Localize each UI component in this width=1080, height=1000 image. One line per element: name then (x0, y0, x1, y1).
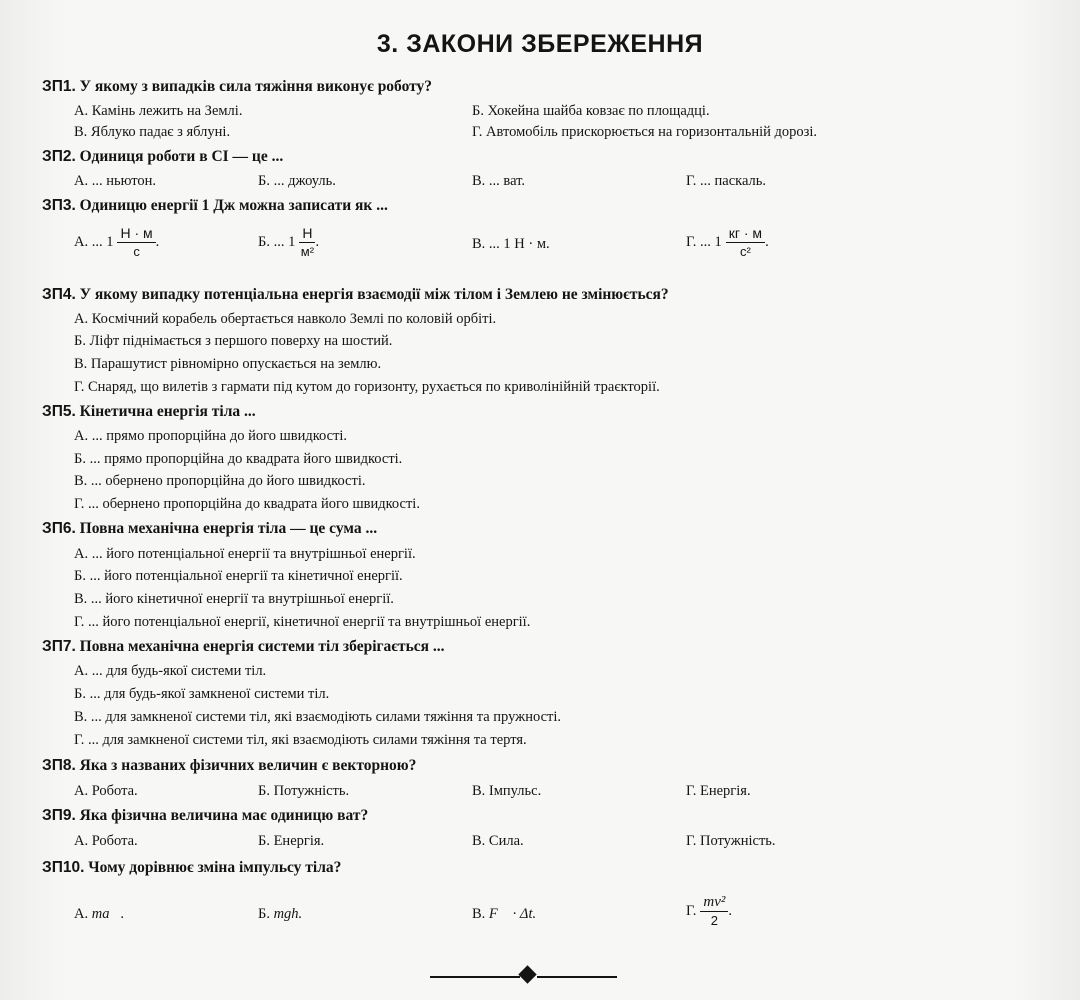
option-end: . (155, 233, 160, 250)
fraction-denominator: 2 (710, 913, 718, 928)
question-number: ЗП1. (42, 78, 76, 95)
q5-option-d: Г. ... обернено пропорційна до квадрата його швидкості. (74, 496, 420, 512)
q3-option-d (686, 224, 769, 261)
fraction (726, 224, 765, 261)
q2-option-d: Г. ... паскаль. (686, 173, 766, 189)
divider-diamond-icon (518, 965, 536, 983)
q3-option-c: В. ... 1 Н · м. (472, 236, 550, 252)
fraction-numerator: mv² (700, 893, 728, 912)
fraction (700, 893, 728, 930)
q5-option-c: В. ... обернено пропорційна до його швидкості. (74, 473, 366, 489)
question-number: ЗП6. (42, 520, 76, 537)
question-3 (42, 197, 388, 215)
q3-option-b (258, 224, 319, 261)
question-number: ЗП3. (42, 197, 76, 214)
q6-option-d: Г. ... його потенціальної енергії, кінетичної енергії та внутрішньої енергії. (74, 614, 531, 630)
divider-line-left (430, 976, 520, 978)
q7-option-d: Г. ... для замкненої системи тіл, які взаємодіють силами тяжіння та тертя. (74, 732, 527, 748)
q9-option-a: А. Робота. (74, 833, 138, 849)
question-text: Повна механічна енергія системи тіл зберігається ... (79, 638, 445, 655)
fraction-denominator: с² (739, 244, 751, 259)
question-number: ЗП10. (42, 859, 85, 876)
q8-option-a: А. Робота. (74, 783, 138, 799)
option-end: . (765, 233, 769, 250)
q10-option-b (258, 906, 302, 923)
q6-option-b: Б. ... його потенціальної енергії та кінетичної енергії. (74, 568, 403, 584)
q10-option-d (686, 893, 732, 930)
question-text: Яка фізична величина має одиницю ват? (79, 807, 369, 824)
fraction (117, 224, 155, 261)
formula: mgh. (273, 906, 303, 922)
q2-option-a: А. ... ньютон. (74, 173, 157, 189)
q9-option-c: В. Сила. (472, 833, 524, 849)
q7-option-a: А. ... для будь-якої системи тіл. (74, 663, 267, 679)
question-number: ЗП2. (42, 148, 76, 165)
q9-option-d: Г. Потужність. (686, 833, 776, 849)
option-prefix: Г. ... 1 (686, 233, 722, 250)
question-text: У якому з випадків сила тяжіння виконує роботу? (79, 78, 433, 95)
question-10 (42, 859, 341, 877)
formula: F⃗ · Δt. (488, 906, 537, 922)
q2-option-b: Б. ... джоуль. (258, 173, 336, 189)
question-6 (42, 520, 377, 538)
fraction-numerator: кг · м (726, 224, 765, 243)
option-prefix: Г. (686, 902, 697, 919)
q4-option-c: В. Парашутист рівномірно опускається на землю. (74, 356, 382, 372)
fraction-numerator: Н · м (117, 224, 155, 243)
question-text: Чому дорівнює зміна імпульсу тіла? (88, 859, 342, 876)
question-text: Яка з названих фізичних величин є векторною? (79, 757, 417, 774)
q9-option-b: Б. Енергія. (258, 833, 325, 849)
question-number: ЗП7. (42, 638, 76, 655)
question-number: ЗП5. (42, 403, 76, 420)
question-text: Одиницю енергії 1 Дж можна записати як ... (79, 197, 388, 214)
option-prefix: В. (472, 906, 486, 922)
page-title: 3. ЗАКОНИ ЗБЕРЕЖЕННЯ (376, 30, 704, 58)
q4-option-a: А. Космічний корабель обертається навколо Землі по коловій орбіті. (74, 311, 497, 327)
q7-option-c: В. ... для замкненої системи тіл, які взаємодіють силами тяжіння та пружності. (74, 709, 561, 725)
question-8 (42, 757, 416, 775)
q6-option-a: А. ... його потенціальної енергії та внутрішньої енергії. (74, 546, 416, 562)
question-number: ЗП4. (42, 286, 76, 303)
option-prefix: Б. ... 1 (258, 233, 296, 250)
q8-option-d: Г. Енергія. (686, 783, 751, 799)
option-end: . (315, 233, 320, 250)
question-5 (42, 403, 256, 421)
q1-option-b: Б. Хокейна шайба ковзає по площадці. (472, 103, 710, 119)
option-end: . (728, 902, 732, 919)
q5-option-a: А. ... прямо пропорційна до його швидкості. (74, 428, 348, 444)
q2-option-c: В. ... ват. (472, 173, 526, 189)
q5-option-b: Б. ... прямо пропорційна до квадрата його швидкості. (74, 451, 403, 467)
question-text: Одиниця роботи в СІ — це ... (79, 148, 284, 165)
question-9 (42, 807, 368, 825)
q8-option-c: В. Імпульс. (472, 783, 542, 799)
question-number: ЗП9. (42, 807, 76, 824)
question-2 (42, 148, 283, 166)
q4-option-d: Г. Снаряд, що вилетів з гармати під кутом до горизонту, рухається по криволінійній траєкторії. (74, 379, 660, 395)
option-prefix: А. (74, 906, 89, 922)
q1-option-c: В. Яблуко падає з яблуні. (74, 124, 231, 140)
question-text: Кінетична енергія тіла ... (79, 403, 256, 420)
q8-option-b: Б. Потужність. (258, 783, 350, 799)
q3-option-a (74, 224, 159, 261)
q10-option-c (472, 906, 536, 923)
question-number: ЗП8. (42, 757, 76, 774)
q4-option-b: Б. Ліфт піднімається з першого поверху на шостий. (74, 333, 393, 349)
q6-option-c: В. ... його кінетичної енергії та внутрішньої енергії. (74, 591, 394, 607)
question-text: У якому випадку потенціальна енергія взаємодії між тілом і Землею не змінюється? (79, 286, 669, 303)
option-prefix: Б. (258, 906, 270, 922)
option-prefix: А. ... 1 (74, 233, 114, 250)
q10-option-a (74, 906, 124, 923)
q1-option-a: А. Камінь лежить на Землі. (74, 103, 243, 119)
fraction-denominator: с (133, 244, 140, 259)
fraction-denominator: м² (300, 244, 315, 259)
formula: ma⃗. (91, 906, 125, 922)
fraction (299, 224, 315, 261)
fraction-numerator: Н (299, 224, 315, 243)
question-1 (42, 78, 432, 96)
question-4 (42, 286, 669, 304)
question-text: Повна механічна енергія тіла — це сума ... (79, 520, 378, 537)
q1-option-d: Г. Автомобіль прискорюється на горизонтальній дорозі. (472, 124, 818, 140)
q7-option-b: Б. ... для будь-якої замкненої системи тіл. (74, 686, 330, 702)
question-7 (42, 638, 445, 656)
divider-line-right (537, 976, 617, 978)
